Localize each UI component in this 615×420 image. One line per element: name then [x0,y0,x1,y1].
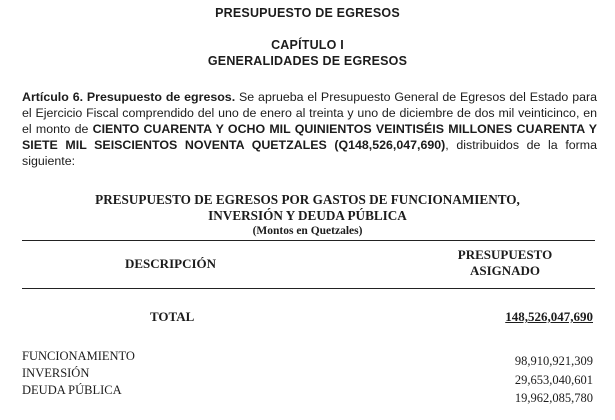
table-title-line-2: INVERSIÓN Y DEUDA PÚBLICA [208,208,407,223]
chapter-label: CAPÍTULO I [271,38,344,52]
table-row-label-funcionamiento: FUNCIONAMIENTO [22,349,135,363]
total-label: TOTAL [150,309,195,324]
article-heading: Artículo 6. Presupuesto de egresos. [22,90,236,104]
article-text-start: Se aprueba el Presupuesto General de Egresos del Estado para el Ejercicio Fiscal comprendido del uno de enero al treinta y uno de diciembre de dos mil veinticinco, en el monto de [22,90,597,136]
table-row-label-deuda-publica: DEUDA PÚBLICA [22,383,122,397]
chapter-title: GENERALIDADES DE EGRESOS [207,54,408,68]
table-row-label-inversion: INVERSIÓN [22,366,90,380]
document-title: PRESUPUESTO DE EGRESOS [215,6,400,20]
column-header-budget [430,247,580,279]
article-paragraph [22,89,597,169]
article-text-end: , distribuidos de la forma siguiente: [22,138,598,168]
article-amount: CIENTO CUARENTA Y OCHO MIL QUINIENTOS VEINTISÉIS MILLONES CUARENTA Y SIETE MIL SEISCIENTOS NOVENTA QUETZALES (Q148,526,047,690) [22,122,597,152]
table-title-line-1: PRESUPUESTO DE EGRESOS POR GASTOS DE FUNCIONAMIENTO, [95,192,520,207]
column-header-description: DESCRIPCIÓN [125,256,217,271]
table-header-top-rule [22,240,595,241]
column-header-budget-line-1: PRESUPUESTO [457,247,553,262]
table-row-value-inversion: 29,653,040,601 [514,373,593,387]
table-subtitle: (Montos en Quetzales) [252,225,363,237]
column-header-budget-line-2: ASIGNADO [469,263,541,278]
table-row-value-deuda-publica: 19,962,085,780 [514,391,593,405]
table-header-bottom-rule [22,288,595,289]
table-row-value-funcionamiento: 98,910,921,309 [514,354,593,368]
total-value: 148,526,047,690 [505,309,593,324]
